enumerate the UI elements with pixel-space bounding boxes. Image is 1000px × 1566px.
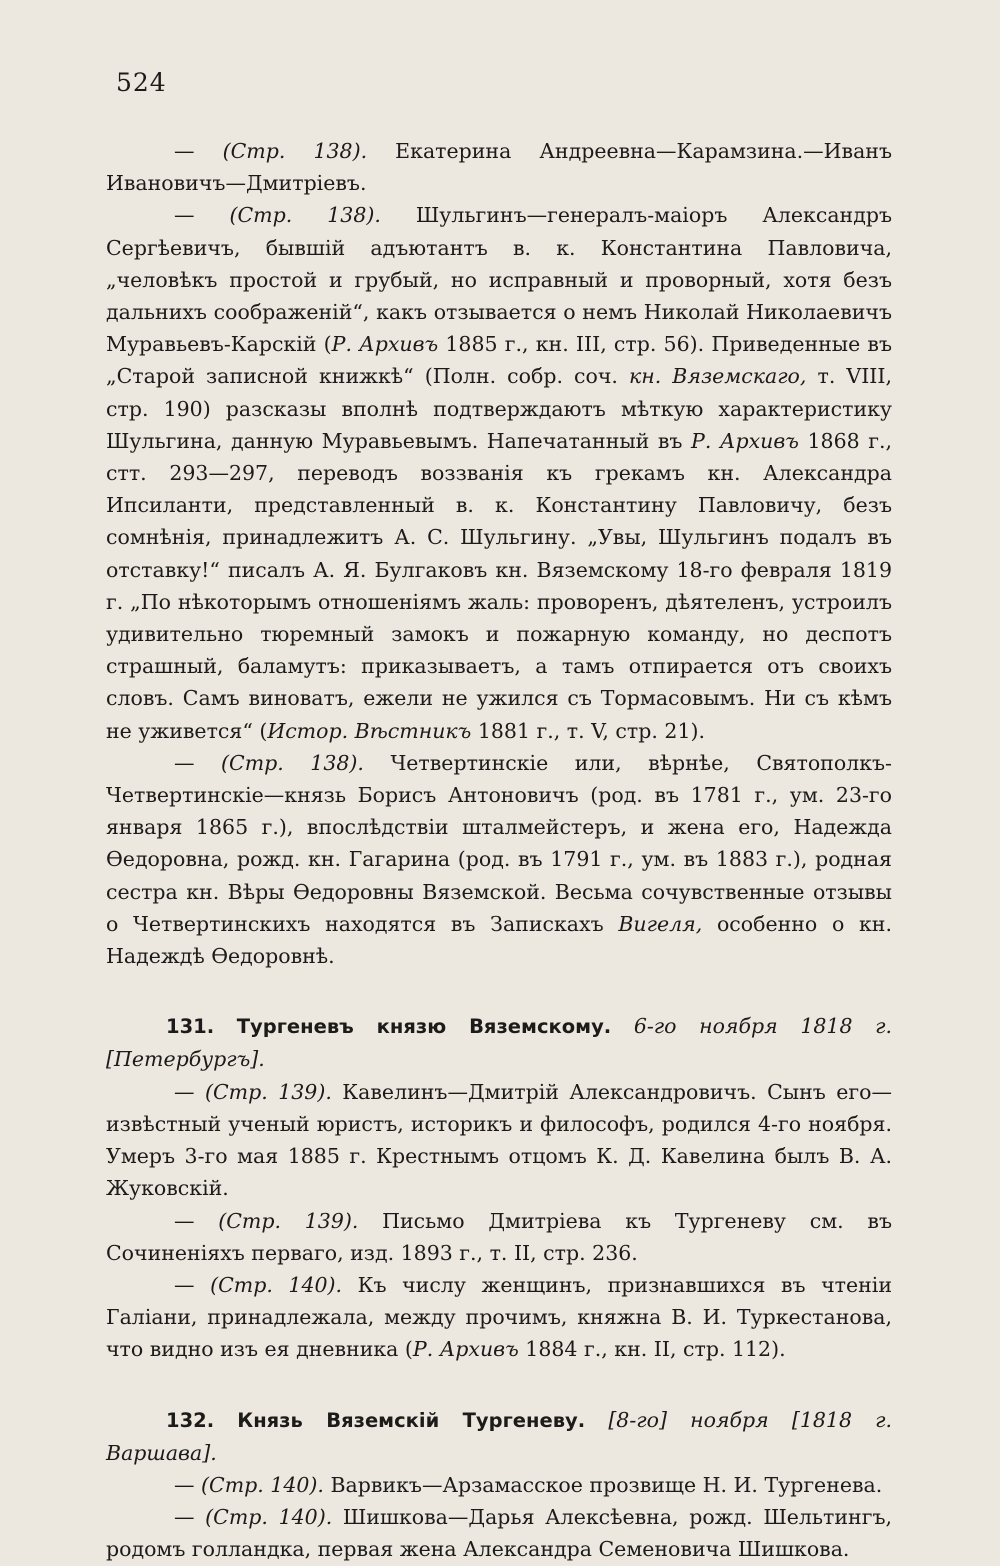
page-reference: (Стр. 140). <box>205 1505 333 1530</box>
letter-place: [Петербургъ]. <box>106 1047 265 1072</box>
letter-number: 131. <box>166 1015 215 1039</box>
source-title: Р. Архивъ <box>691 428 799 453</box>
note-text: Шишкова—Дарья Алексѣевна, рожд. Шельтингъ, родомъ голландка, первая жена Александра Семеновича Шишкова. <box>106 1505 892 1562</box>
note-text: 1884 г., кн. II, стр. 112). <box>518 1337 786 1362</box>
source-title: Истор. Вѣстникъ <box>267 718 472 743</box>
letter-title: Князь Вяземскій Тургеневу. <box>237 1408 586 1432</box>
note-text: Варвикъ—Арзамасское прозвище Н. И. Тургенева. <box>323 1472 883 1497</box>
page-reference: (Стр. 138). <box>222 139 368 163</box>
note-text: 1885 г., кн. III, стр. 56). Приведенные въ „Старой записной книжкѣ“ (Полн. собр. соч. <box>106 332 892 389</box>
note-text: Четвертинскіе или, вѣрнѣе, Святополкъ-Четвертинскіе—князь Борисъ Антоновичъ (род. въ 1781 г., ум. 23-го января 1865 г.), впослѣдствіи шталмейстеръ, и жена его, Надежда Ѳедоровна, рожд. кн. Гагарина (род. въ 1791 г., ум. въ 1883 г.), родная сестра кн. Вѣры Ѳедоровны Вяземской. Весьма сочувственные отзывы о Четвертинскихъ находятся въ Запискахъ <box>106 750 892 936</box>
note-paragraph <box>106 1076 892 1205</box>
note-paragraph <box>106 1205 892 1269</box>
note-text: т. VIII, стр. 190) разсказы вполнѣ подтверждаютъ мѣткую характеристику Шульгина, данную Муравьевымъ. Напечатанный въ <box>106 364 893 453</box>
source-title: кн. Вяземскаго, <box>628 364 807 389</box>
page-reference: (Стр. 138). <box>229 203 381 228</box>
dash: — <box>174 1208 219 1233</box>
dash: — <box>174 1272 211 1297</box>
note-text: Кавелинъ—Дмитрій Александровичъ. Сынъ его—извѣстный ученый юристъ, историкъ и философъ, родился 4-го ноября. Умеръ 3-го мая 1885 г. Крестнымъ отцомъ К. Д. Кавелина былъ В. А. Жуковскій. <box>106 1079 892 1201</box>
note-paragraph <box>106 135 892 199</box>
letter-date: 6-го ноября 1818 г. <box>633 1014 892 1039</box>
note-text: Екатерина Андреевна—Карамзина.—Иванъ Ивановичъ—Дмитріевъ. <box>106 139 892 196</box>
page-reference: (Стр. 140). <box>210 1272 343 1297</box>
page-reference: (Стр. 139). <box>218 1208 359 1233</box>
note-paragraph <box>106 1269 892 1366</box>
letter-date: [8-го] <box>608 1407 667 1432</box>
note-paragraph <box>106 199 892 746</box>
dash: — <box>174 1079 205 1104</box>
note-text: особенно о кн. Надеждѣ Ѳедоровнѣ. <box>106 911 892 969</box>
dash: — <box>174 139 223 163</box>
dash: — <box>174 203 230 228</box>
letter-number: 132. <box>166 1408 215 1432</box>
page-reference: (Стр. 140). <box>201 1472 324 1497</box>
source-title: Р. Архивъ <box>412 1337 519 1362</box>
dash: — <box>174 1505 206 1530</box>
page-reference: (Стр. 138). <box>221 750 364 775</box>
note-paragraph <box>106 747 892 972</box>
dash: — <box>174 750 222 775</box>
note-text: 1868 г., стт. 293—297, переводъ воззванія къ грекамъ кн. Александра Ипсиланти, представленный в. к. Константину Павловичу, безъ сомнѣнія, принадлежитъ А. С. Шульгину. „Увы, Шульгинъ подалъ въ отставку!“ писалъ А. Я. Булгаковъ кн. Вяземскому 18-го февраля 1819 г. „По нѣкоторымъ отношеніямъ жаль: проворенъ, дѣятеленъ, устроилъ удивительно тюремный замокъ и пожарную команду, но деспотъ страшный, баламутъ: приказываетъ, а тамъ отпирается отъ своихъ словъ. Самъ виноватъ, ежели не ужился съ Тормасовымъ. Ни съ кѣмъ не уживется“ ( <box>106 428 893 743</box>
letter-place: [1818 г. Варшава]. <box>106 1407 893 1465</box>
dash: — <box>174 1472 202 1497</box>
letter-title: Тургеневъ князю Вяземскому. <box>236 1015 612 1039</box>
note-text: 1881 г., т. V, стр. 21). <box>471 718 706 743</box>
note-text: Шульгинъ—генералъ-маіоръ Александръ Сергѣевичъ, бывшій адъютантъ в. к. Константина Павловича, „человѣкъ простой и грубый, но исправный и проворный, хотя безъ дальнихъ соображеній“, какъ отзывается о немъ Николай Николаевичъ Муравьевъ-Карскій ( <box>106 203 892 357</box>
source-title: Вигеля, <box>618 911 703 936</box>
letter-heading-132 <box>106 1404 892 1469</box>
page-reference: (Стр. 139). <box>204 1079 332 1104</box>
note-paragraph <box>106 1501 892 1565</box>
source-title: Р. Архивъ <box>331 332 439 357</box>
note-text: Письмо Дмитріева къ Тургеневу см. въ Сочиненіяхъ перваго, изд. 1893 г., т. II, стр. 236. <box>106 1208 892 1265</box>
note-text: Къ числу женщинъ, признавшихся въ чтеніи Галіани, принадлежала, между прочимъ, княжна В. И. Туркестанова, что видно изъ ея дневника ( <box>106 1272 893 1362</box>
page-number: 524 <box>116 68 167 97</box>
note-paragraph <box>106 1469 892 1501</box>
letter-heading-131 <box>106 1010 892 1075</box>
letter-date: ноября <box>666 1407 792 1432</box>
